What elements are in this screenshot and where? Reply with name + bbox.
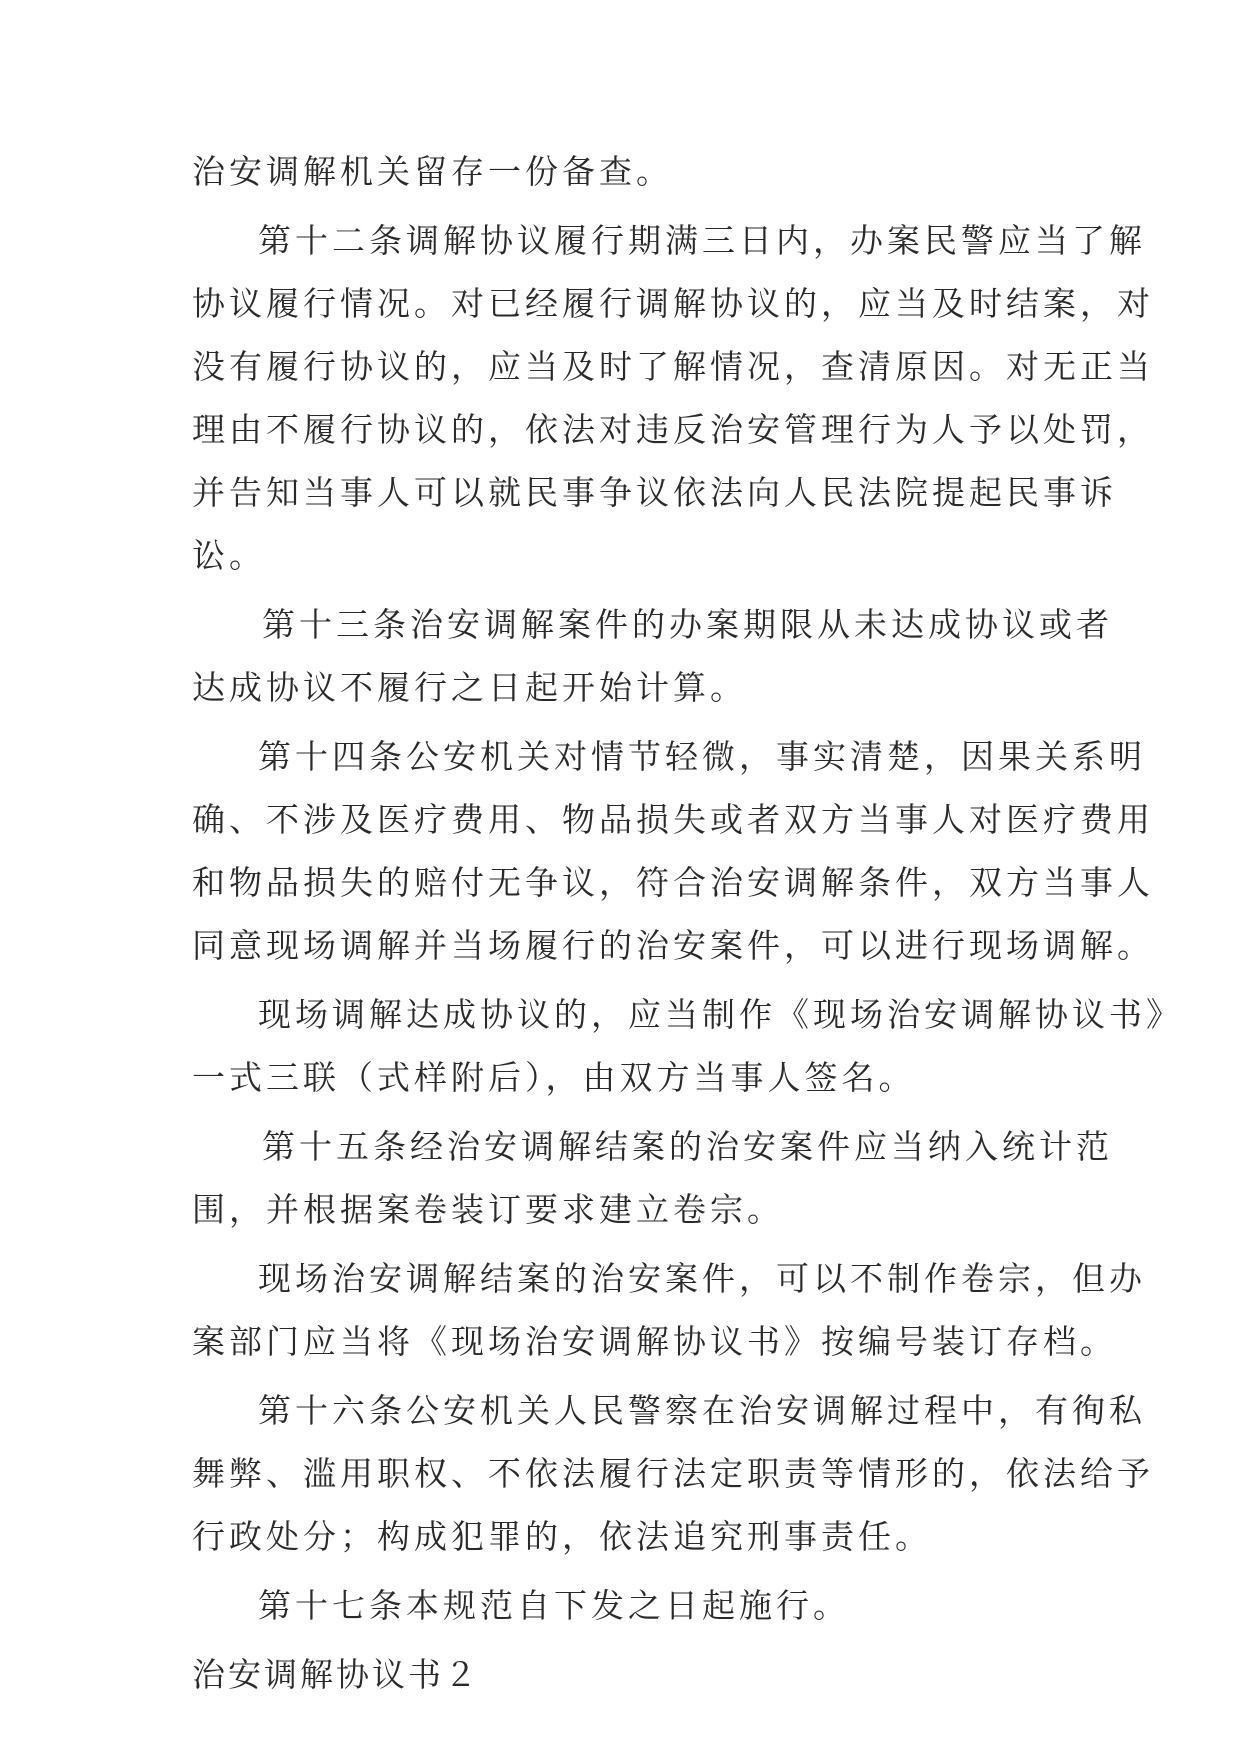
article-14-line: 一式三联（式样附后），由双方当事人签名。 [192,1058,916,1097]
article-14-line: 和物品损失的赔付无争议，符合治安调解条件，双方当事人 [192,863,1154,902]
article-12-line: 协议履行情况。对已经履行调解协议的，应当及时结案，对 [192,284,1154,323]
article-13-line: 达成协议不履行之日起开始计算。 [192,668,747,707]
article-14-line: 现场调解达成协议的，应当制作《现场治安调解协议书》 [258,995,1183,1034]
article-12-line: 并告知当事人可以就民事争议依法向人民法院提起民事诉 [192,473,1117,512]
article-16-line: 行政处分；构成犯罪的，依法追究刑事责任。 [192,1517,932,1556]
article-12-line: 第十二条调解协议履行期满三日内，办案民警应当了解 [258,221,1146,260]
article-15-line: 围，并根据案卷装订要求建立卷宗。 [192,1190,784,1229]
article-14-line: 同意现场调解并当场履行的治安案件，可以进行现场调解。 [192,926,1154,965]
article-12-line: 理由不履行协议的，依法对违反治安管理行为人予以处罚， [192,410,1154,449]
article-16-line: 舞弊、滥用职权、不依法履行法定职责等情形的，依法给予 [192,1454,1154,1493]
article-15-line: 案部门应当将《现场治安调解协议书》按编号装订存档。 [192,1322,1117,1361]
article-16-line: 第十六条公安机关人民警察在治安调解过程中，有徇私 [258,1391,1146,1430]
section-title: 治安调解协议书２ [192,1655,480,1694]
article-15-line: 现场治安调解结案的治安案件，可以不制作卷宗，但办 [258,1259,1146,1298]
text-line: 治安调解机关留存一份备查。 [192,152,673,191]
article-13-line: 第十三条治安调解案件的办案期限从未达成协议或者 [262,605,1113,644]
article-15-line: 第十五条经治安调解结案的治安案件应当纳入统计范 [262,1127,1113,1166]
document-body [192,152,1183,1694]
article-12-line: 没有履行协议的，应当及时了解情况，查清原因。对无正当 [192,347,1154,386]
article-14-line: 第十四条公安机关对情节轻微，事实清楚，因果关系明 [258,737,1146,776]
article-14-line: 确、不涉及医疗费用、物品损失或者双方当事人对医疗费用 [192,800,1154,839]
article-17-line: 第十七条本规范自下发之日起施行。 [258,1586,850,1625]
article-12-line: 讼。 [192,536,266,575]
